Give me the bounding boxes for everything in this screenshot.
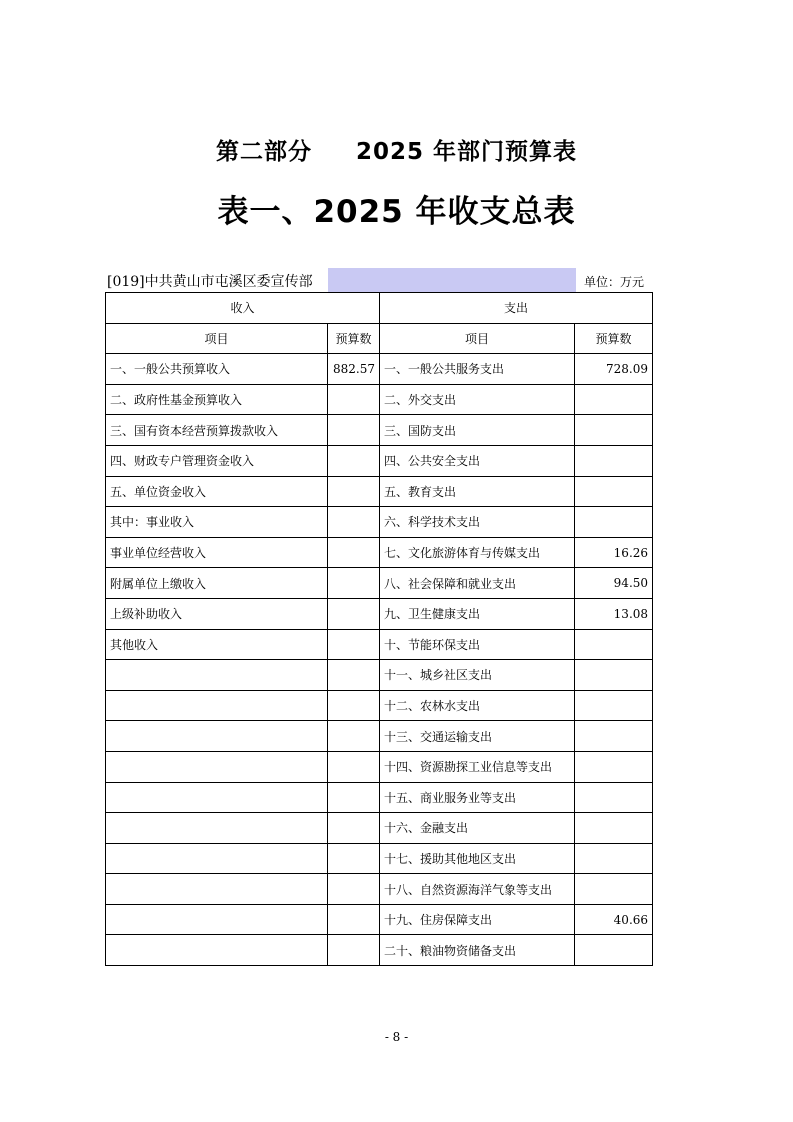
table-row	[106, 721, 653, 752]
expense-item-cell: 十一、城乡社区支出	[380, 660, 575, 691]
part-title	[0, 133, 793, 166]
expense-value-cell	[575, 843, 653, 874]
table-row	[106, 782, 653, 813]
table-row	[106, 874, 653, 905]
expense-value-cell	[575, 507, 653, 538]
income-value-cell	[328, 813, 380, 844]
table-row	[106, 629, 653, 660]
expense-item-cell: 十、节能环保支出	[380, 629, 575, 660]
unit-label: 单位：万元	[584, 275, 645, 289]
expense-value-cell	[575, 384, 653, 415]
header-row-group	[106, 293, 653, 324]
income-value-cell	[328, 568, 380, 599]
expense-value-cell	[575, 813, 653, 844]
expense-value-cell: 16.26	[575, 537, 653, 568]
table-row	[106, 384, 653, 415]
income-value-cell	[328, 782, 380, 813]
part-title-text: 2025 年部门预算表	[355, 139, 578, 165]
expense-value-cell	[575, 445, 653, 476]
income-item-cell	[106, 843, 328, 874]
income-item-cell: 四、财政专户管理资金收入	[106, 445, 328, 476]
table-row	[106, 507, 653, 538]
expense-value-cell	[575, 415, 653, 446]
table-title: 表一、2025 年收支总表	[217, 194, 576, 230]
income-item-cell: 附属单位上缴收入	[106, 568, 328, 599]
income-item-cell	[106, 660, 328, 691]
income-value-cell	[328, 507, 380, 538]
income-value-cell	[328, 935, 380, 966]
income-item-header: 项目	[106, 323, 328, 354]
table-row	[106, 445, 653, 476]
table-row	[106, 476, 653, 507]
expense-value-cell	[575, 690, 653, 721]
expense-item-cell: 十二、农林水支出	[380, 690, 575, 721]
expense-item-cell: 二、外交支出	[380, 384, 575, 415]
table-row	[106, 354, 653, 385]
income-value-cell	[328, 874, 380, 905]
income-value-cell	[328, 598, 380, 629]
income-item-cell: 事业单位经营收入	[106, 537, 328, 568]
income-item-cell: 二、政府性基金预算收入	[106, 384, 328, 415]
expense-budget-header: 预算数	[575, 323, 653, 354]
income-item-cell: 上级补助收入	[106, 598, 328, 629]
expense-item-header: 项目	[380, 323, 575, 354]
header-row-columns	[106, 323, 653, 354]
table-row	[106, 813, 653, 844]
expense-item-cell: 一、一般公共服务支出	[380, 354, 575, 385]
income-value-cell: 882.57	[328, 354, 380, 385]
expense-value-cell	[575, 782, 653, 813]
income-item-cell: 其他收入	[106, 629, 328, 660]
expense-item-cell: 三、国防支出	[380, 415, 575, 446]
expense-value-cell: 728.09	[575, 354, 653, 385]
expense-item-cell: 十四、资源勘探工业信息等支出	[380, 751, 575, 782]
income-value-cell	[328, 690, 380, 721]
income-item-cell	[106, 904, 328, 935]
income-value-cell	[328, 660, 380, 691]
expense-item-cell: 四、公共安全支出	[380, 445, 575, 476]
income-item-cell: 一、一般公共预算收入	[106, 354, 328, 385]
expense-value-cell	[575, 721, 653, 752]
highlight-band	[328, 268, 576, 292]
income-value-cell	[328, 843, 380, 874]
table-meta	[107, 268, 652, 292]
table-row	[106, 751, 653, 782]
expense-item-cell: 十九、住房保障支出	[380, 904, 575, 935]
table-row	[106, 598, 653, 629]
expense-header: 支出	[380, 293, 653, 324]
expense-value-cell: 40.66	[575, 904, 653, 935]
income-item-cell	[106, 813, 328, 844]
expense-value-cell	[575, 660, 653, 691]
page-number: - 8 -	[384, 1030, 409, 1044]
expense-item-cell: 九、卫生健康支出	[380, 598, 575, 629]
income-budget-header: 预算数	[328, 323, 380, 354]
income-item-cell: 三、国有资本经营预算拨款收入	[106, 415, 328, 446]
table-row	[106, 690, 653, 721]
expense-value-cell: 13.08	[575, 598, 653, 629]
income-value-cell	[328, 751, 380, 782]
expense-item-cell: 十八、自然资源海洋气象等支出	[380, 874, 575, 905]
expense-value-cell	[575, 476, 653, 507]
table-row	[106, 660, 653, 691]
expense-value-cell	[575, 874, 653, 905]
income-item-cell	[106, 721, 328, 752]
part-label: 第二部分	[215, 139, 312, 165]
expense-value-cell	[575, 751, 653, 782]
income-value-cell	[328, 476, 380, 507]
expense-value-cell	[575, 629, 653, 660]
income-value-cell	[328, 904, 380, 935]
income-value-cell	[328, 384, 380, 415]
expense-item-cell: 二十、粮油物资储备支出	[380, 935, 575, 966]
expense-item-cell: 十五、商业服务业等支出	[380, 782, 575, 813]
table-row	[106, 415, 653, 446]
expense-item-cell: 十七、援助其他地区支出	[380, 843, 575, 874]
income-value-cell	[328, 445, 380, 476]
income-header: 收入	[106, 293, 380, 324]
table-row	[106, 935, 653, 966]
expense-item-cell: 五、教育支出	[380, 476, 575, 507]
budget-table	[105, 292, 653, 966]
table-row	[106, 568, 653, 599]
income-value-cell	[328, 537, 380, 568]
table-row	[106, 537, 653, 568]
expense-item-cell: 六、科学技术支出	[380, 507, 575, 538]
income-value-cell	[328, 415, 380, 446]
expense-value-cell	[575, 935, 653, 966]
income-item-cell	[106, 935, 328, 966]
income-item-cell	[106, 874, 328, 905]
organization-name: [019]中共黄山市屯溪区委宣传部	[107, 274, 313, 290]
expense-item-cell: 八、社会保障和就业支出	[380, 568, 575, 599]
income-item-cell: 其中：事业收入	[106, 507, 328, 538]
table-row	[106, 904, 653, 935]
income-item-cell: 五、单位资金收入	[106, 476, 328, 507]
expense-value-cell: 94.50	[575, 568, 653, 599]
expense-item-cell: 十三、交通运输支出	[380, 721, 575, 752]
income-item-cell	[106, 751, 328, 782]
expense-item-cell: 十六、金融支出	[380, 813, 575, 844]
income-value-cell	[328, 721, 380, 752]
expense-item-cell: 七、文化旅游体育与传媒支出	[380, 537, 575, 568]
table-row	[106, 843, 653, 874]
income-item-cell	[106, 690, 328, 721]
income-value-cell	[328, 629, 380, 660]
income-item-cell	[106, 782, 328, 813]
